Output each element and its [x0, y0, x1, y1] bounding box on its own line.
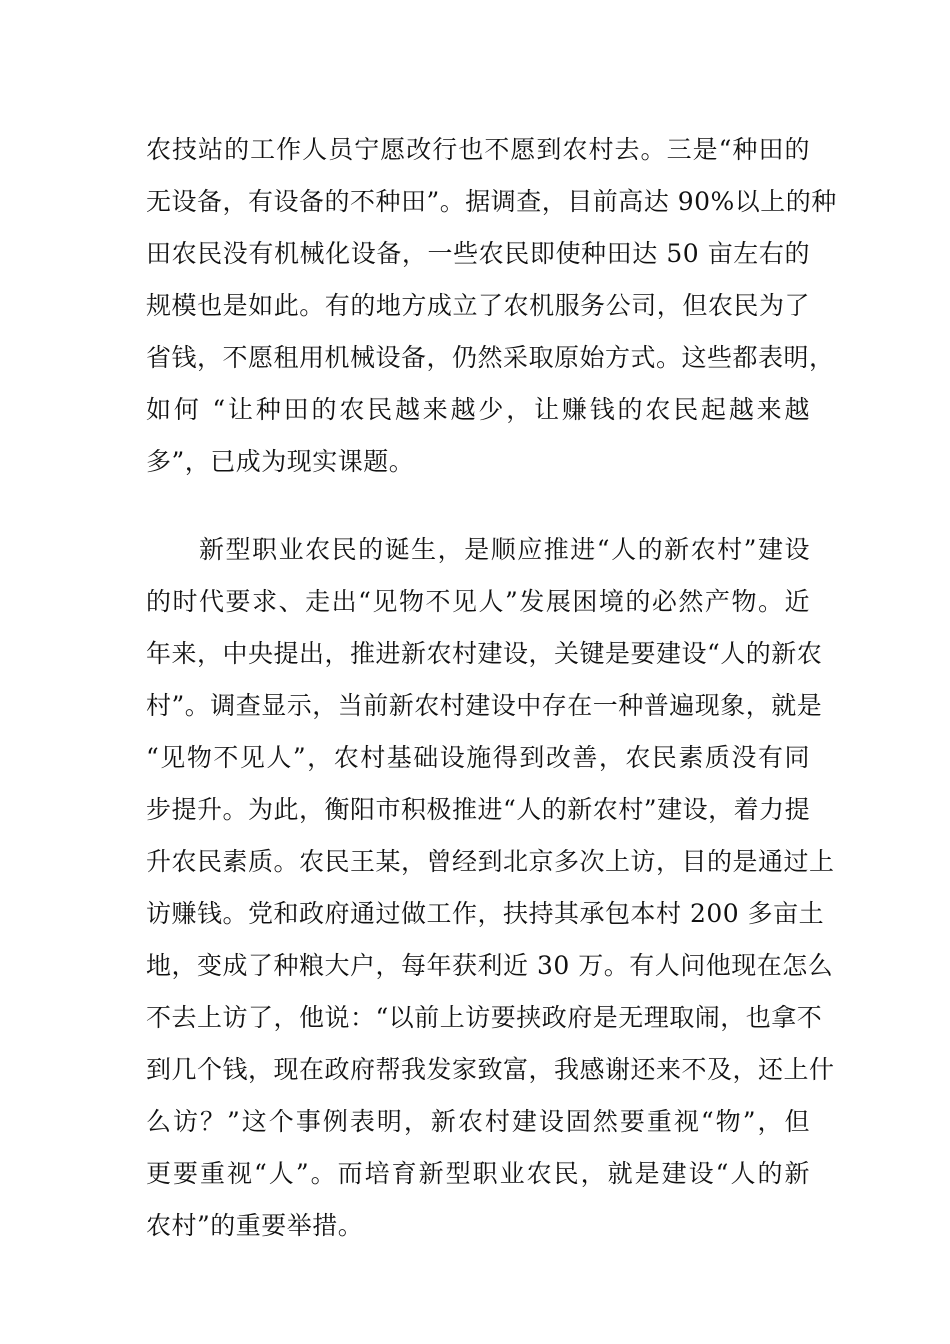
- text-line: “见物不见人”，农村基础设施得到改善，农民素质没有同: [146, 743, 810, 772]
- text-line: 村”。调查显示，当前新农村建设中存在一种普遍现象，就是: [146, 691, 823, 720]
- text-line: 到几个钱，现在政府帮我发家致富，我感谢还来不及，还上什: [146, 1055, 835, 1084]
- text-line: 不去上访了，他说：“以前上访要挟政府是无理取闹，也拿不: [146, 1003, 823, 1032]
- text-line: 多”，已成为现实课题。: [146, 447, 415, 476]
- text-line: 无设备，有设备的不种田”。据调查，目前高达 90%以上的种: [146, 187, 837, 216]
- text-line: 么访？”这个事例表明，新农村建设固然要重视“物”，但: [146, 1107, 810, 1136]
- paragraph-2: [146, 524, 835, 1252]
- paragraph-1: [146, 124, 837, 488]
- text-line: 的时代要求、走出“见物不见人”发展困境的必然产物。近: [146, 587, 810, 616]
- text-line: 年来，中央提出，推进新农村建设，关键是要建设“人的新农: [146, 639, 823, 668]
- text-line: 省钱，不愿租用机械设备，仍然采取原始方式。这些都表明，: [146, 343, 835, 372]
- text-line: 农村”的重要举措。: [146, 1211, 364, 1240]
- text-line: 更要重视“人”。而培育新型职业农民，就是建设“人的新: [146, 1159, 810, 1188]
- text-line: 升农民素质。农民王某，曾经到北京多次上访，目的是通过上: [146, 847, 835, 876]
- text-line: 访赚钱。党和政府通过做工作，扶持其承包本村 200 多亩土: [146, 899, 825, 928]
- text-line: 田农民没有机械化设备，一些农民即使种田达 50 亩左右的: [146, 239, 810, 268]
- text-line: 步提升。为此，衡阳市积极推进“人的新农村”建设，着力提: [146, 795, 811, 824]
- text-line: 地，变成了种粮大户，每年获利近 30 万。有人问他现在怎么: [146, 951, 834, 980]
- text-line: 农技站的工作人员宁愿改行也不愿到农村去。三是“种田的: [146, 135, 810, 164]
- text-line: 如何 “让种田的农民越来越少，让赚钱的农民起越来越: [146, 395, 810, 424]
- text-line: 新型职业农民的诞生，是顺应推进“人的新农村”建设: [146, 535, 810, 564]
- text-line: 规模也是如此。有的地方成立了农机服务公司，但农民为了: [146, 291, 810, 320]
